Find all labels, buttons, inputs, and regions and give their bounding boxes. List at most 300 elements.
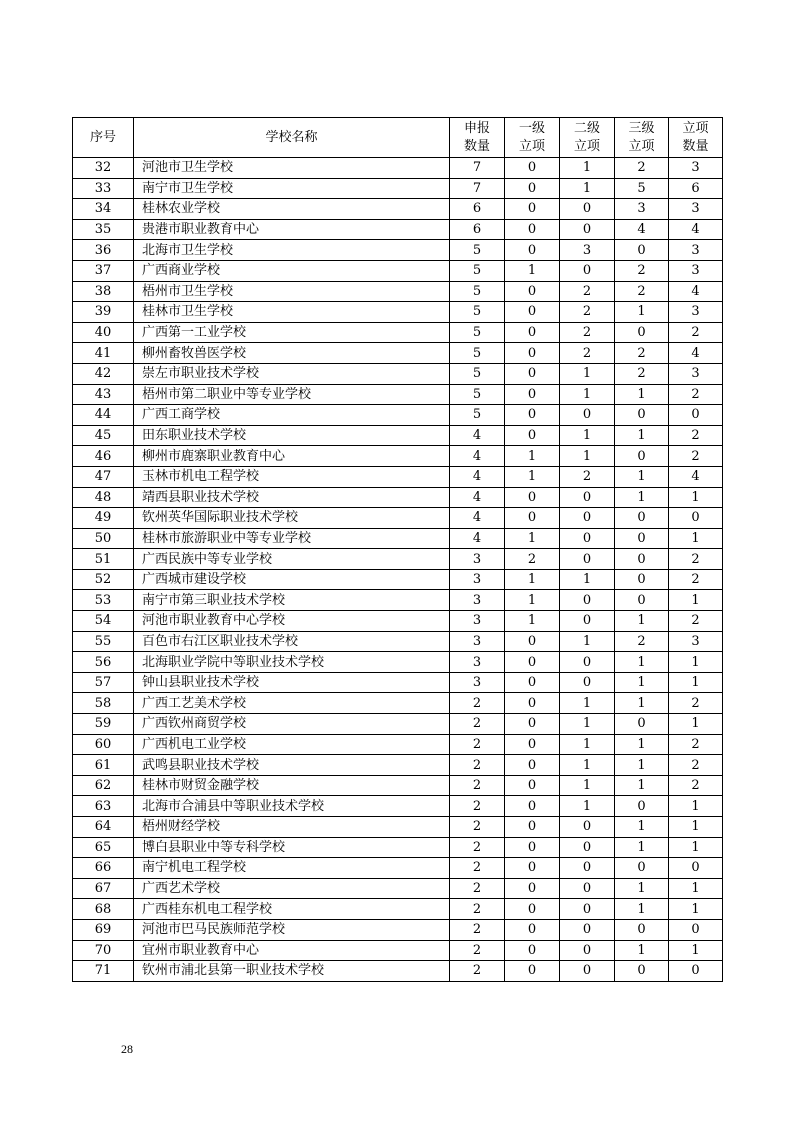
cell-level1: 0 bbox=[505, 940, 560, 961]
cell-level1: 0 bbox=[505, 796, 560, 817]
cell-level1: 1 bbox=[505, 611, 560, 632]
cell-approved: 2 bbox=[669, 775, 723, 796]
cell-level2: 0 bbox=[560, 611, 615, 632]
cell-level2: 1 bbox=[560, 693, 615, 714]
cell-approved: 3 bbox=[669, 158, 723, 179]
cell-approved: 2 bbox=[669, 384, 723, 405]
table-row bbox=[73, 528, 723, 549]
cell-approved: 1 bbox=[669, 590, 723, 611]
header-level1-line2: 立项 bbox=[518, 138, 545, 154]
cell-level2: 2 bbox=[560, 281, 615, 302]
cell-level3: 0 bbox=[615, 446, 669, 467]
header-declared-line1: 申报 bbox=[463, 120, 490, 136]
cell-level2: 0 bbox=[560, 487, 615, 508]
table-row bbox=[73, 919, 723, 940]
cell-level3: 1 bbox=[615, 672, 669, 693]
cell-declared: 7 bbox=[450, 158, 505, 179]
cell-level3: 5 bbox=[615, 178, 669, 199]
table-row bbox=[73, 837, 723, 858]
cell-declared: 5 bbox=[450, 240, 505, 261]
cell-level3: 1 bbox=[615, 899, 669, 920]
header-approved-line2: 数量 bbox=[682, 138, 709, 154]
cell-level1: 0 bbox=[505, 693, 560, 714]
cell-level1: 0 bbox=[505, 322, 560, 343]
cell-approved: 4 bbox=[669, 219, 723, 240]
cell-approved: 2 bbox=[669, 425, 723, 446]
cell-level1: 1 bbox=[505, 528, 560, 549]
cell-school-name: 广西钦州商贸学校 bbox=[134, 714, 450, 735]
table-row bbox=[73, 714, 723, 735]
cell-school-name: 广西工商学校 bbox=[134, 405, 450, 426]
cell-approved: 2 bbox=[669, 549, 723, 570]
cell-school-name: 博白县职业中等专科学校 bbox=[134, 837, 450, 858]
cell-approved: 1 bbox=[669, 528, 723, 549]
cell-declared: 2 bbox=[450, 878, 505, 899]
cell-level1: 0 bbox=[505, 425, 560, 446]
cell-school-name: 梧州市卫生学校 bbox=[134, 281, 450, 302]
cell-index: 37 bbox=[73, 260, 134, 281]
cell-school-name: 桂林市旅游职业中等专业学校 bbox=[134, 528, 450, 549]
cell-approved: 1 bbox=[669, 817, 723, 838]
table-row bbox=[73, 549, 723, 570]
cell-school-name: 柳州市鹿寨职业教育中心 bbox=[134, 446, 450, 467]
cell-index: 57 bbox=[73, 672, 134, 693]
cell-index: 54 bbox=[73, 611, 134, 632]
cell-level2: 0 bbox=[560, 260, 615, 281]
header-approved bbox=[669, 118, 723, 158]
cell-level1: 1 bbox=[505, 260, 560, 281]
cell-approved: 1 bbox=[669, 796, 723, 817]
cell-school-name: 钦州市浦北县第一职业技术学校 bbox=[134, 961, 450, 982]
cell-level3: 1 bbox=[615, 652, 669, 673]
cell-approved: 1 bbox=[669, 878, 723, 899]
cell-level3: 1 bbox=[615, 425, 669, 446]
cell-school-name: 北海市卫生学校 bbox=[134, 240, 450, 261]
cell-level3: 1 bbox=[615, 302, 669, 323]
cell-school-name: 桂林市财贸金融学校 bbox=[134, 775, 450, 796]
table-row bbox=[73, 260, 723, 281]
cell-declared: 2 bbox=[450, 919, 505, 940]
cell-level2: 2 bbox=[560, 302, 615, 323]
cell-level1: 0 bbox=[505, 631, 560, 652]
cell-index: 44 bbox=[73, 405, 134, 426]
cell-declared: 6 bbox=[450, 219, 505, 240]
table-row bbox=[73, 199, 723, 220]
cell-level2: 0 bbox=[560, 652, 615, 673]
cell-level3: 1 bbox=[615, 755, 669, 776]
cell-level3: 3 bbox=[615, 199, 669, 220]
cell-level3: 0 bbox=[615, 590, 669, 611]
table-row bbox=[73, 734, 723, 755]
header-declared bbox=[450, 118, 505, 158]
cell-level1: 0 bbox=[505, 199, 560, 220]
cell-index: 38 bbox=[73, 281, 134, 302]
cell-approved: 4 bbox=[669, 281, 723, 302]
cell-declared: 2 bbox=[450, 858, 505, 879]
header-level3-line2: 立项 bbox=[628, 138, 655, 154]
cell-approved: 3 bbox=[669, 363, 723, 384]
cell-declared: 4 bbox=[450, 508, 505, 529]
cell-index: 35 bbox=[73, 219, 134, 240]
cell-declared: 4 bbox=[450, 528, 505, 549]
cell-declared: 3 bbox=[450, 549, 505, 570]
cell-school-name: 宜州市职业教育中心 bbox=[134, 940, 450, 961]
header-level1-line1: 一级 bbox=[518, 120, 545, 136]
cell-declared: 2 bbox=[450, 693, 505, 714]
table-row bbox=[73, 178, 723, 199]
cell-index: 34 bbox=[73, 199, 134, 220]
cell-level3: 0 bbox=[615, 405, 669, 426]
cell-declared: 3 bbox=[450, 611, 505, 632]
cell-level2: 1 bbox=[560, 446, 615, 467]
cell-school-name: 南宁市卫生学校 bbox=[134, 178, 450, 199]
cell-level3: 1 bbox=[615, 384, 669, 405]
table-row bbox=[73, 466, 723, 487]
cell-school-name: 北海市合浦县中等职业技术学校 bbox=[134, 796, 450, 817]
cell-school-name: 河池市卫生学校 bbox=[134, 158, 450, 179]
cell-level2: 0 bbox=[560, 199, 615, 220]
cell-level1: 0 bbox=[505, 714, 560, 735]
table-row bbox=[73, 487, 723, 508]
cell-level1: 0 bbox=[505, 343, 560, 364]
cell-level3: 1 bbox=[615, 837, 669, 858]
cell-approved: 0 bbox=[669, 405, 723, 426]
cell-index: 60 bbox=[73, 734, 134, 755]
cell-school-name: 河池市巴马民族师范学校 bbox=[134, 919, 450, 940]
table-row bbox=[73, 652, 723, 673]
cell-level2: 2 bbox=[560, 343, 615, 364]
cell-level1: 1 bbox=[505, 590, 560, 611]
cell-index: 41 bbox=[73, 343, 134, 364]
cell-index: 67 bbox=[73, 878, 134, 899]
cell-level3: 0 bbox=[615, 858, 669, 879]
cell-approved: 2 bbox=[669, 734, 723, 755]
cell-level1: 0 bbox=[505, 858, 560, 879]
cell-approved: 1 bbox=[669, 899, 723, 920]
cell-approved: 0 bbox=[669, 858, 723, 879]
cell-index: 55 bbox=[73, 631, 134, 652]
cell-level2: 1 bbox=[560, 775, 615, 796]
header-level1 bbox=[505, 118, 560, 158]
cell-level1: 0 bbox=[505, 158, 560, 179]
cell-school-name: 河池市职业教育中心学校 bbox=[134, 611, 450, 632]
header-level2-line2: 立项 bbox=[573, 138, 600, 154]
cell-index: 53 bbox=[73, 590, 134, 611]
cell-declared: 3 bbox=[450, 569, 505, 590]
cell-school-name: 武鸣县职业技术学校 bbox=[134, 755, 450, 776]
cell-school-name: 广西桂东机电工程学校 bbox=[134, 899, 450, 920]
cell-index: 32 bbox=[73, 158, 134, 179]
cell-level2: 0 bbox=[560, 219, 615, 240]
cell-level2: 0 bbox=[560, 919, 615, 940]
cell-school-name: 广西第一工业学校 bbox=[134, 322, 450, 343]
table-row bbox=[73, 858, 723, 879]
cell-level2: 1 bbox=[560, 178, 615, 199]
cell-approved: 4 bbox=[669, 343, 723, 364]
cell-declared: 2 bbox=[450, 796, 505, 817]
cell-level1: 0 bbox=[505, 508, 560, 529]
cell-school-name: 广西艺术学校 bbox=[134, 878, 450, 899]
cell-level3: 0 bbox=[615, 528, 669, 549]
cell-school-name: 桂林市卫生学校 bbox=[134, 302, 450, 323]
cell-index: 62 bbox=[73, 775, 134, 796]
cell-index: 52 bbox=[73, 569, 134, 590]
cell-declared: 2 bbox=[450, 961, 505, 982]
cell-level3: 4 bbox=[615, 219, 669, 240]
cell-level3: 0 bbox=[615, 549, 669, 570]
school-project-table bbox=[72, 117, 723, 982]
table-row bbox=[73, 158, 723, 179]
cell-school-name: 广西商业学校 bbox=[134, 260, 450, 281]
cell-school-name: 广西民族中等专业学校 bbox=[134, 549, 450, 570]
cell-level2: 2 bbox=[560, 466, 615, 487]
cell-index: 42 bbox=[73, 363, 134, 384]
cell-approved: 0 bbox=[669, 508, 723, 529]
cell-approved: 2 bbox=[669, 569, 723, 590]
cell-level2: 2 bbox=[560, 322, 615, 343]
cell-school-name: 南宁机电工程学校 bbox=[134, 858, 450, 879]
cell-level2: 0 bbox=[560, 528, 615, 549]
table-row bbox=[73, 878, 723, 899]
cell-level2: 0 bbox=[560, 837, 615, 858]
table-row bbox=[73, 796, 723, 817]
cell-approved: 2 bbox=[669, 611, 723, 632]
cell-level2: 1 bbox=[560, 631, 615, 652]
cell-index: 48 bbox=[73, 487, 134, 508]
cell-level1: 2 bbox=[505, 549, 560, 570]
cell-approved: 3 bbox=[669, 260, 723, 281]
cell-declared: 5 bbox=[450, 322, 505, 343]
cell-level1: 0 bbox=[505, 837, 560, 858]
cell-declared: 2 bbox=[450, 714, 505, 735]
table-row bbox=[73, 961, 723, 982]
cell-index: 70 bbox=[73, 940, 134, 961]
cell-index: 45 bbox=[73, 425, 134, 446]
cell-declared: 2 bbox=[450, 775, 505, 796]
cell-level1: 0 bbox=[505, 775, 560, 796]
cell-level3: 0 bbox=[615, 919, 669, 940]
cell-level3: 0 bbox=[615, 569, 669, 590]
cell-declared: 2 bbox=[450, 940, 505, 961]
cell-level3: 1 bbox=[615, 878, 669, 899]
cell-level3: 2 bbox=[615, 343, 669, 364]
cell-level3: 0 bbox=[615, 796, 669, 817]
table-row bbox=[73, 405, 723, 426]
table-row bbox=[73, 899, 723, 920]
cell-level3: 1 bbox=[615, 487, 669, 508]
cell-level2: 1 bbox=[560, 796, 615, 817]
cell-approved: 1 bbox=[669, 714, 723, 735]
cell-approved: 2 bbox=[669, 446, 723, 467]
cell-level1: 0 bbox=[505, 302, 560, 323]
cell-index: 47 bbox=[73, 466, 134, 487]
cell-level3: 1 bbox=[615, 734, 669, 755]
table-row bbox=[73, 508, 723, 529]
cell-level2: 1 bbox=[560, 755, 615, 776]
cell-declared: 5 bbox=[450, 302, 505, 323]
table-row bbox=[73, 672, 723, 693]
cell-level2: 0 bbox=[560, 899, 615, 920]
cell-level2: 3 bbox=[560, 240, 615, 261]
cell-index: 40 bbox=[73, 322, 134, 343]
cell-level2: 1 bbox=[560, 363, 615, 384]
cell-level2: 0 bbox=[560, 940, 615, 961]
cell-declared: 3 bbox=[450, 652, 505, 673]
cell-level1: 0 bbox=[505, 755, 560, 776]
cell-declared: 2 bbox=[450, 755, 505, 776]
cell-index: 59 bbox=[73, 714, 134, 735]
cell-school-name: 百色市右江区职业技术学校 bbox=[134, 631, 450, 652]
cell-level2: 1 bbox=[560, 158, 615, 179]
cell-level2: 1 bbox=[560, 714, 615, 735]
table-row bbox=[73, 693, 723, 714]
cell-level1: 0 bbox=[505, 384, 560, 405]
cell-school-name: 广西工艺美术学校 bbox=[134, 693, 450, 714]
cell-level1: 0 bbox=[505, 363, 560, 384]
cell-declared: 5 bbox=[450, 405, 505, 426]
cell-approved: 1 bbox=[669, 672, 723, 693]
cell-school-name: 广西城市建设学校 bbox=[134, 569, 450, 590]
table-row bbox=[73, 446, 723, 467]
cell-index: 56 bbox=[73, 652, 134, 673]
cell-declared: 4 bbox=[450, 466, 505, 487]
cell-level1: 0 bbox=[505, 817, 560, 838]
cell-declared: 2 bbox=[450, 899, 505, 920]
cell-school-name: 靖西县职业技术学校 bbox=[134, 487, 450, 508]
cell-declared: 4 bbox=[450, 425, 505, 446]
table-row bbox=[73, 363, 723, 384]
cell-declared: 3 bbox=[450, 590, 505, 611]
cell-index: 43 bbox=[73, 384, 134, 405]
cell-level2: 0 bbox=[560, 549, 615, 570]
table-row bbox=[73, 425, 723, 446]
cell-index: 65 bbox=[73, 837, 134, 858]
table-row bbox=[73, 240, 723, 261]
cell-school-name: 桂林农业学校 bbox=[134, 199, 450, 220]
cell-school-name: 玉林市机电工程学校 bbox=[134, 466, 450, 487]
cell-declared: 4 bbox=[450, 446, 505, 467]
table-row bbox=[73, 569, 723, 590]
cell-level1: 1 bbox=[505, 466, 560, 487]
cell-declared: 5 bbox=[450, 384, 505, 405]
cell-declared: 5 bbox=[450, 260, 505, 281]
cell-level3: 2 bbox=[615, 281, 669, 302]
cell-level3: 1 bbox=[615, 611, 669, 632]
header-row bbox=[73, 118, 723, 158]
cell-school-name: 南宁市第三职业技术学校 bbox=[134, 590, 450, 611]
table-row bbox=[73, 302, 723, 323]
cell-level1: 0 bbox=[505, 487, 560, 508]
cell-level1: 0 bbox=[505, 405, 560, 426]
page-number: 28 bbox=[121, 1042, 133, 1056]
cell-level2: 0 bbox=[560, 858, 615, 879]
cell-level2: 0 bbox=[560, 817, 615, 838]
cell-school-name: 梧州财经学校 bbox=[134, 817, 450, 838]
table-row bbox=[73, 322, 723, 343]
table-body bbox=[73, 158, 723, 982]
cell-index: 36 bbox=[73, 240, 134, 261]
cell-index: 69 bbox=[73, 919, 134, 940]
cell-level1: 1 bbox=[505, 569, 560, 590]
cell-level1: 0 bbox=[505, 961, 560, 982]
cell-approved: 2 bbox=[669, 322, 723, 343]
cell-index: 71 bbox=[73, 961, 134, 982]
cell-level2: 0 bbox=[560, 590, 615, 611]
cell-level3: 1 bbox=[615, 940, 669, 961]
table-row bbox=[73, 590, 723, 611]
cell-school-name: 田东职业技术学校 bbox=[134, 425, 450, 446]
table-row bbox=[73, 281, 723, 302]
cell-school-name: 北海职业学院中等职业技术学校 bbox=[134, 652, 450, 673]
cell-level2: 1 bbox=[560, 425, 615, 446]
cell-level3: 0 bbox=[615, 322, 669, 343]
cell-approved: 1 bbox=[669, 837, 723, 858]
table-row bbox=[73, 611, 723, 632]
cell-declared: 5 bbox=[450, 281, 505, 302]
cell-declared: 5 bbox=[450, 343, 505, 364]
cell-level3: 0 bbox=[615, 508, 669, 529]
table-row bbox=[73, 940, 723, 961]
cell-level3: 2 bbox=[615, 158, 669, 179]
cell-approved: 2 bbox=[669, 693, 723, 714]
cell-declared: 7 bbox=[450, 178, 505, 199]
cell-level1: 0 bbox=[505, 240, 560, 261]
cell-approved: 3 bbox=[669, 631, 723, 652]
cell-level1: 0 bbox=[505, 899, 560, 920]
table-row bbox=[73, 775, 723, 796]
cell-level3: 1 bbox=[615, 775, 669, 796]
cell-approved: 0 bbox=[669, 961, 723, 982]
cell-declared: 5 bbox=[450, 363, 505, 384]
table-row bbox=[73, 219, 723, 240]
cell-declared: 6 bbox=[450, 199, 505, 220]
cell-approved: 0 bbox=[669, 919, 723, 940]
cell-approved: 1 bbox=[669, 940, 723, 961]
cell-index: 50 bbox=[73, 528, 134, 549]
table-row bbox=[73, 817, 723, 838]
cell-declared: 3 bbox=[450, 672, 505, 693]
cell-approved: 1 bbox=[669, 652, 723, 673]
cell-level3: 0 bbox=[615, 714, 669, 735]
cell-level1: 0 bbox=[505, 672, 560, 693]
table-row bbox=[73, 755, 723, 776]
header-school-name: 学校名称 bbox=[134, 118, 450, 158]
cell-school-name: 贵港市职业教育中心 bbox=[134, 219, 450, 240]
cell-school-name: 梧州市第二职业中等专业学校 bbox=[134, 384, 450, 405]
header-approved-line1: 立项 bbox=[682, 120, 709, 136]
cell-approved: 2 bbox=[669, 755, 723, 776]
cell-index: 61 bbox=[73, 755, 134, 776]
cell-school-name: 柳州畜牧兽医学校 bbox=[134, 343, 450, 364]
cell-level1: 0 bbox=[505, 919, 560, 940]
cell-level1: 0 bbox=[505, 734, 560, 755]
cell-declared: 2 bbox=[450, 734, 505, 755]
cell-level3: 0 bbox=[615, 961, 669, 982]
header-declared-line2: 数量 bbox=[463, 138, 490, 154]
cell-school-name: 广西机电工业学校 bbox=[134, 734, 450, 755]
cell-level3: 2 bbox=[615, 363, 669, 384]
cell-level2: 1 bbox=[560, 734, 615, 755]
cell-level1: 0 bbox=[505, 281, 560, 302]
table-row bbox=[73, 384, 723, 405]
cell-school-name: 钦州英华国际职业技术学校 bbox=[134, 508, 450, 529]
cell-index: 51 bbox=[73, 549, 134, 570]
cell-level2: 0 bbox=[560, 508, 615, 529]
table-row bbox=[73, 631, 723, 652]
cell-approved: 3 bbox=[669, 199, 723, 220]
header-index: 序号 bbox=[73, 118, 134, 158]
cell-level1: 0 bbox=[505, 219, 560, 240]
